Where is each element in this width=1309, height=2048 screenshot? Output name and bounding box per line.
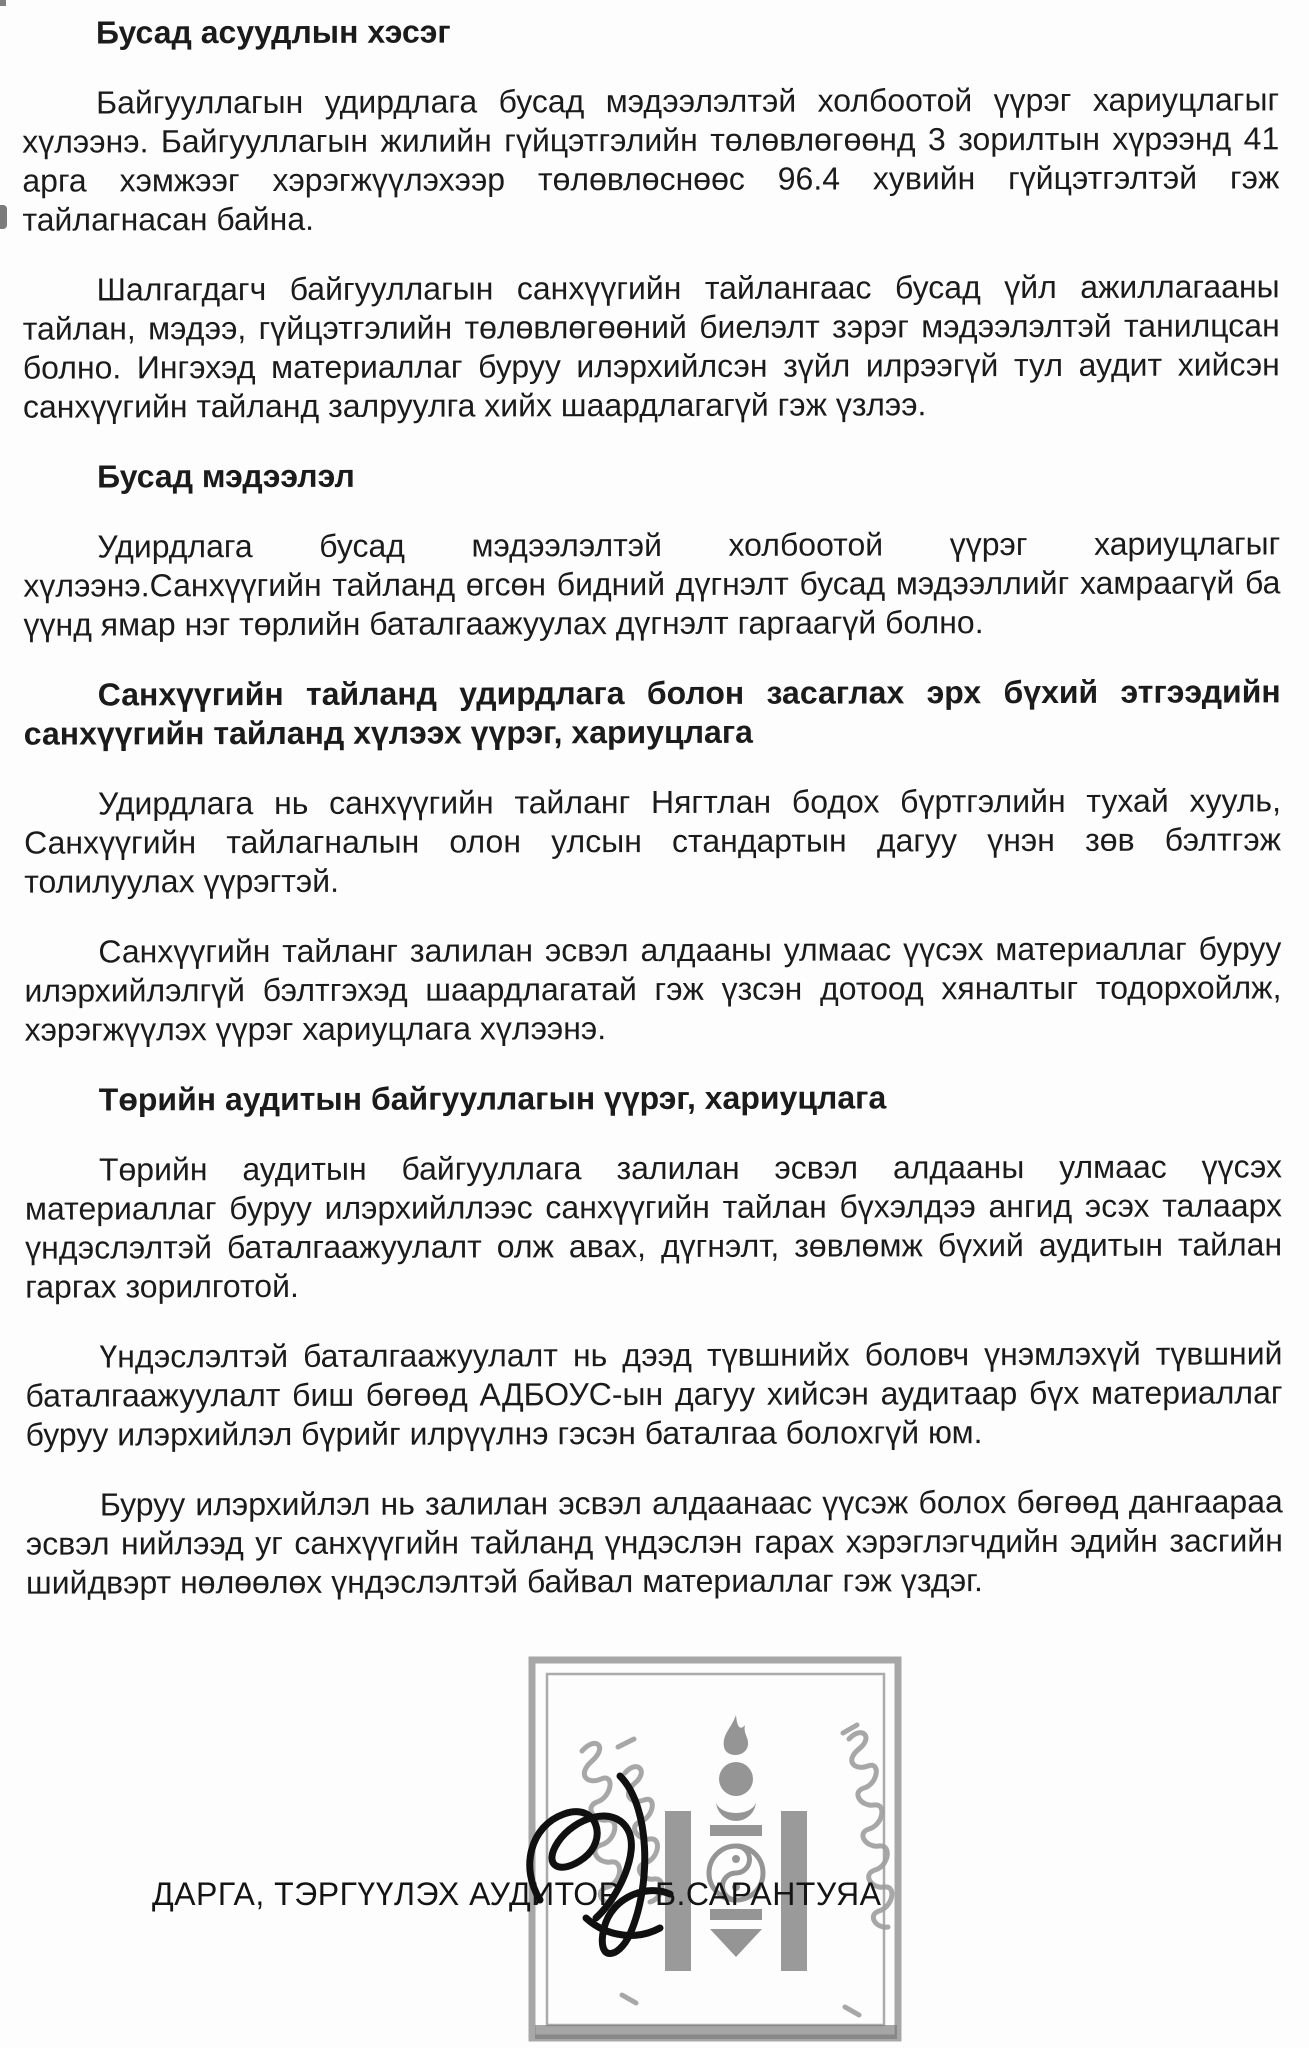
paragraph-misstatement-materiality: Буруу илэрхийлэл нь залилан эсвэл алдаанаас үүсэж болох бөгөөд дангаараа эсвэл нийлээд уг санхүүгийн тайланд үндэслэн гарах хэрэглэгчдийн эдийн засгийн шийдвэрт нөлөөлөх үндэслэлтэй байвал материаллаг гэж үздэг. [25,1483,1283,1601]
heading-other-information: Бусад мэдээлэл [97,457,355,495]
heading-state-audit-responsibility: Төрийн аудитын байгууллагын үүрэг, хариуцлага [98,1079,887,1118]
signature-ink-mark [498,1742,698,1992]
signer-name: Б.САРАНТУЯА [655,1876,882,1912]
paragraph-audit-objective: Төрийн аудитын байгууллага залилан эсвэл алдааны улмаас үүсэх материаллаг буруу илэрхийллээс санхүүгийн тайлан бүхэлдээ ангид эсэх талаарх үндэслэлтэй баталгаажуулалт олж авах, дүгнэлт, зөвлөмж бүхий аудитын тайлан гаргах зорилготой. [24,1148,1283,1305]
stamp-bottom-smudge [535,2025,897,2039]
heading-other-issues-section: Бусад асуудлын хэсэг [95,13,451,51]
paragraph-management-preparation-duty: Удирдлага нь санхүүгийн тайланг Нягтлан бодох бүртгэлийн тухай хууль, Санхүүгийн тайлагналын олон улсын стандартын дагуу үнэн зөв бэлтгэж толилуулах үүрэгтэй. [24,782,1282,900]
soyombo-symbol-icon [709,1715,763,1957]
heading-management-governance-responsibility: Санхүүгийн тайланд удирдлага болон засаглах эрх бүхий этгээдийн санхүүгийн тайланд хүлээх үүрэг, хариуцлага [23,673,1281,752]
paragraph-internal-control-duty: Санхүүгийн тайланг залилан эсвэл алдааны улмаас үүсэх материаллаг буруу илэрхийлэлгүй бэлтгэхэд шаардлагатай гэж үзсэн дотоод хяналтыг тодорхойлж, хэрэгжүүлэх үүрэг хариуцлага хүлээнэ. [24,930,1282,1048]
paragraph-other-info-opinion: Удирдлага бусад мэдээлэлтэй холбоотой үүрэг хариуцлагыг хүлээнэ.Санхүүгийн тайланд өгсөн бидний дүгнэлт бусад мэдээллийг хамраагүй ба үүнд ямар нэг төрлийн баталгаажуулах дүгнэлт гаргаагүй болно. [23,525,1281,643]
paragraph-reasonable-assurance: Үндэслэлтэй баталгаажуулалт нь дээд түвшнийх боловч үнэмлэхүй түвшний баталгаажуулалт биш бөгөөд АДБОУС-ын дагуу хийсэн аудитаар бүх материаллаг буруу илэрхийлэл бүрийг илрүүлнэ гэсэн баталгаа болохгүй юм. [25,1335,1283,1453]
paragraph-management-other-info-duty: Байгууллагын удирдлага бусад мэдээлэлтэй холбоотой үүрэг хариуцлагыг хүлээнэ. Байгууллагын жилийн гүйцэтгэлийн төлөвлөгөөнд 3 зорилтын хүрээнд 41 арга хэмжээг хэрэгжүүлэхээр төлөвлөснөөс 96.4 хувийн гүйцэтгэлтэй гэж тайлагнасан байна. [22,81,1280,238]
paragraph-audited-entity-reports: Шалгагдагч байгууллагын санхүүгийн тайлангаас бусад үйл ажиллагааны тайлан, мэдээ, гүйцэтгэлийн төлөвлөгөөний биелэлт зэрэг мэдээлэлтэй танилцсан болно. Ингэхэд материаллаг буруу илэрхийлсэн зүйл илрээгүй тул аудит хийсэн санхүүгийн тайланд залруулга хийх шаардлагагүй гэж үзлээ. [22,268,1280,425]
signer-title: ДАРГА, ТЭРГҮҮЛЭХ АУДИТОР [152,1876,621,1912]
